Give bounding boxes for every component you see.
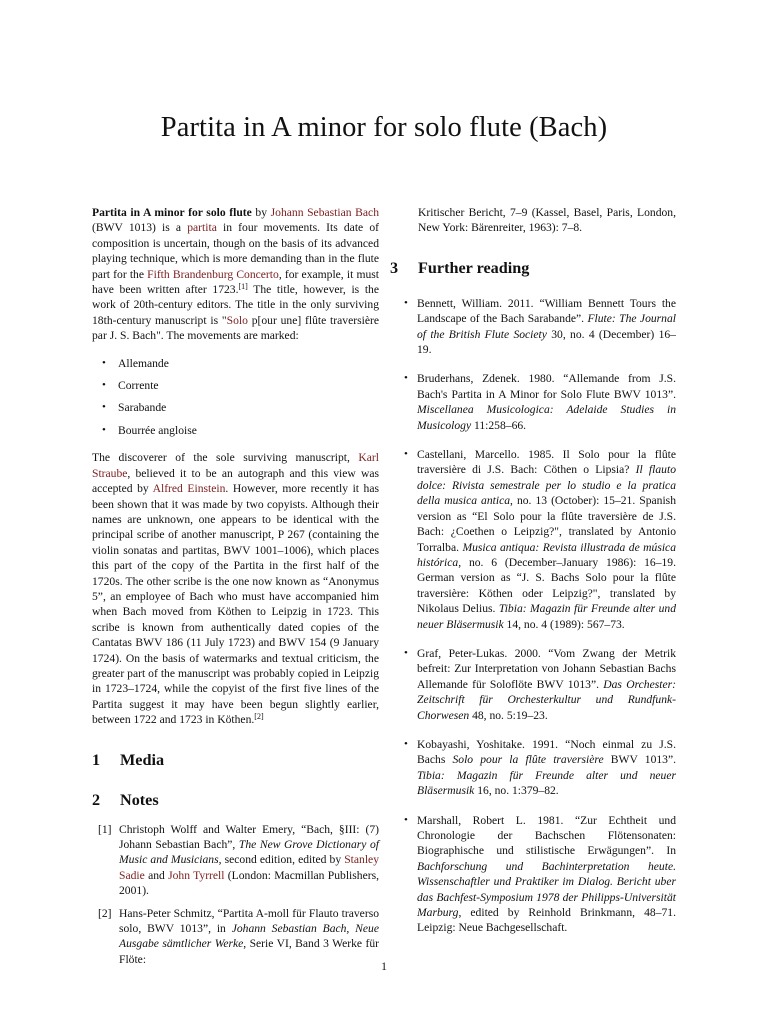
text-run: Graf, Peter-Lukas. 2000. “Vom Zwang der Metrik befreit: Zur Interpretation von Johann Sebastian Bachs Allemande für Soloflöte BWV 1013”. <box>417 646 676 691</box>
link-john-tyrrell[interactable]: John Tyrrell <box>168 868 225 882</box>
text-run: 14, no. 4 (1989): 567–73. <box>503 617 625 631</box>
text-run: Marshall, Robert L. 1981. “Zur Echtheit und Chronologie der Bachschen Flötensonaten: Biographische und stilistische Erwägungen”. In <box>417 813 676 858</box>
italic-run: Miscellanea Musicologica: Adelaide Studies in Musicology <box>417 403 676 432</box>
italic-run: Flute: The Journal of the British Flute Society <box>417 312 676 341</box>
italic-run: Das Orchester: Zeitschrift für Orchesterkultur und Rundfunk-Chorwesen <box>417 677 676 722</box>
right-column <box>391 205 676 950</box>
list-item <box>417 296 676 358</box>
note-continuation: Kritischer Bericht, 7–9 (Kassel, Basel, Paris, London, New York: Bärenreiter, 1963): 7–8. <box>418 206 676 235</box>
text-run: Kobayashi, Yoshitake. 1991. “Noch einmal zu J.S. Bachs <box>417 737 676 767</box>
text-run: , no. 13 (October): 15–21. Spanish version as “El Solo pour la flûte traversière de J.S. Bach: ¿Coethen o Leipzig?", translated by Antonio Torralba. <box>417 494 676 554</box>
notes-list <box>92 822 379 968</box>
text-run: 11:258–66. <box>471 418 527 432</box>
italic-run: Tibia: Magazin für Freunde alter und neuer Bläsermusik <box>417 602 676 631</box>
list-item <box>417 813 676 936</box>
italic-run: Il flauto dolce: Rivista semestrale per lo studio e la pratica della musica antica <box>417 463 676 508</box>
italic-run: Bachforschung und Bachinterpretation heute. Wissenschaftler und Praktiker im Dialog. Bericht uber das Bachfest-Symposium 1978 der Philipps-Universität Marburg <box>417 859 676 920</box>
further-reading-list <box>391 296 676 936</box>
text-run: p[our une] flûte traversière par J. S. Bach". The movements are marked: <box>92 313 379 343</box>
section-heading-further-reading <box>390 258 676 278</box>
text-run: , for example, it must have been written after 1723. <box>92 267 379 297</box>
page-number: 1 <box>381 960 387 973</box>
discovery-paragraph <box>92 450 379 727</box>
section-number: 2 <box>92 790 101 809</box>
article-subject: Partita in A minor for solo flute <box>92 206 252 219</box>
text-run: , Serie VI, Band 3 Werke für Flöte: <box>119 937 379 966</box>
note-item <box>92 906 379 968</box>
note-item <box>92 822 379 899</box>
text-run: (BWV 1013) is a <box>92 221 188 235</box>
text-run: Bruderhans, Zdenek. 1980. “Allemande from J.S. Bach's Partita in A Minor for Solo Flute BWV 1013”. <box>417 372 676 401</box>
italic-run: Musica antiqua: Revista illustrada de música histórica <box>417 540 676 569</box>
text-run: The discoverer of the sole surviving manuscript, <box>92 451 359 465</box>
text-run: by <box>251 206 271 219</box>
text-run: Christoph Wolff and Walter Emery, “Bach, §III: (7) Johann Sebastian Bach”, <box>119 822 379 851</box>
left-column <box>92 205 379 974</box>
section-heading-notes <box>92 790 379 810</box>
text-run: , edited by Reinhold Brinkmann, 48–71. Leipzig: Neue Bachgesellschaft. <box>417 906 676 935</box>
list-item <box>417 371 676 433</box>
section-title: Further reading <box>418 258 530 277</box>
text-run: 16, no. 1:379–82. <box>474 784 559 798</box>
citation-2[interactable]: [2] <box>254 712 264 722</box>
text-run: 48, no. 5:19–23. <box>469 708 548 722</box>
text-run: in four movements. Its date of composition is uncertain, though on the basis of its advanced playing technique, which is more demanding than in the flute part for the <box>92 221 379 281</box>
movements-list <box>92 356 379 439</box>
note-label: [1] <box>98 822 112 836</box>
text-run: Castellani, Marcello. 1985. Il Solo pour la flûte traversière di J.S. Bach: Cöthen o Lipsia? <box>417 448 676 477</box>
text-run: and <box>144 868 169 882</box>
section-number: 3 <box>390 258 399 277</box>
link-karl-straube[interactable]: Karl Straube <box>92 451 379 480</box>
italic-run: Johann Sebastian Bach, Neue Ausgabe sämtlicher Werke <box>119 922 379 951</box>
list-item <box>417 646 676 723</box>
link-partita[interactable]: partita <box>187 221 217 235</box>
text-run: Hans-Peter Schmitz, “Partita A-moll für Flauto traverso solo, BWV 1013”, in <box>119 906 379 936</box>
italic-run: Solo pour la flûte traversière <box>452 753 604 767</box>
text-run: , believed it to be an autograph and this view was accepted by <box>92 466 379 496</box>
text-run: Bennett, William. 2011. “William Bennett Tours the Landscape of the Bach Sarabande”. <box>417 296 676 326</box>
text-run: The title, however, is the work of 20th-century editors. The title in the only surviving 18th-century manuscript is " <box>92 283 379 327</box>
list-item: • Corrente <box>118 378 379 393</box>
text-run: , no. 6 (December–January 1986): 16–19. German version as “J. S. Bachs Solo pour la flûte traversière: Köthen oder Leipzig?", translated by Nikolaus Delius. <box>417 555 676 616</box>
section-heading-media <box>92 750 379 770</box>
link-fifth-brandenburg-concerto[interactable]: Fifth Brandenburg Concerto <box>147 267 279 281</box>
citation-1[interactable]: [1] <box>238 282 248 292</box>
page-title: Partita in A minor for solo flute (Bach) <box>160 112 608 143</box>
text-run: , second edition, edited by <box>218 853 345 867</box>
section-number: 1 <box>92 750 101 769</box>
list-item <box>417 447 676 632</box>
section-title: Media <box>120 750 165 769</box>
link-stanley-sadie[interactable]: Stanley Sadie <box>119 853 379 882</box>
list-item <box>417 737 676 799</box>
link-solo[interactable]: Solo <box>226 313 248 327</box>
link-alfred-einstein[interactable]: Alfred Einstein <box>152 482 226 496</box>
list-item: • Sarabande <box>118 400 379 415</box>
link-johann-sebastian-bach[interactable]: Johann Sebastian Bach <box>270 206 379 219</box>
text-run: . However, more recently it has been shown that it was made by two copyists. Although their names are unknown, one appears to be identical with the principal scribe of another manuscript, P 267 (containing the violin sonatas and partitas, BWV 1001–1006), which places this part of the copy of the Partita in the first half of the 1720s. The other scribe is the one now known as “Anonymus 5”, an employee of Bach who must have accompanied him when Bach moved from Köthen to Leipzig in 1723. This scribe is known from authentically dated copies of the Cantatas BWV 186 (11 July 1723) and BWV 154 (9 January 1724). On the basis of watermarks and textual criticism, the greater part of the manuscript was probably copied in Leipzig in 1723–1724, while the copyist of the first five lines of the Partita suggest it may have been begun slightly earlier, between 1722 and 1723 in Köthen. <box>92 482 380 727</box>
section-title: Notes <box>120 790 159 809</box>
text-run: (London: Macmillan Publishers, 2001). <box>119 868 379 898</box>
list-item: • Bourrée angloise <box>118 423 379 438</box>
text-run: BWV 1013”. <box>603 753 676 767</box>
intro-paragraph <box>92 205 379 344</box>
list-item: • Allemande <box>118 356 379 371</box>
text-run: 30, no. 4 (December) 16–19. <box>417 327 676 357</box>
italic-run: The New Grove Dictionary of Music and Musicians <box>119 838 380 867</box>
note-label: [2] <box>98 906 112 920</box>
italic-run: Tibia: Magazin für Freunde alter und neuer Bläsermusik <box>417 768 676 798</box>
